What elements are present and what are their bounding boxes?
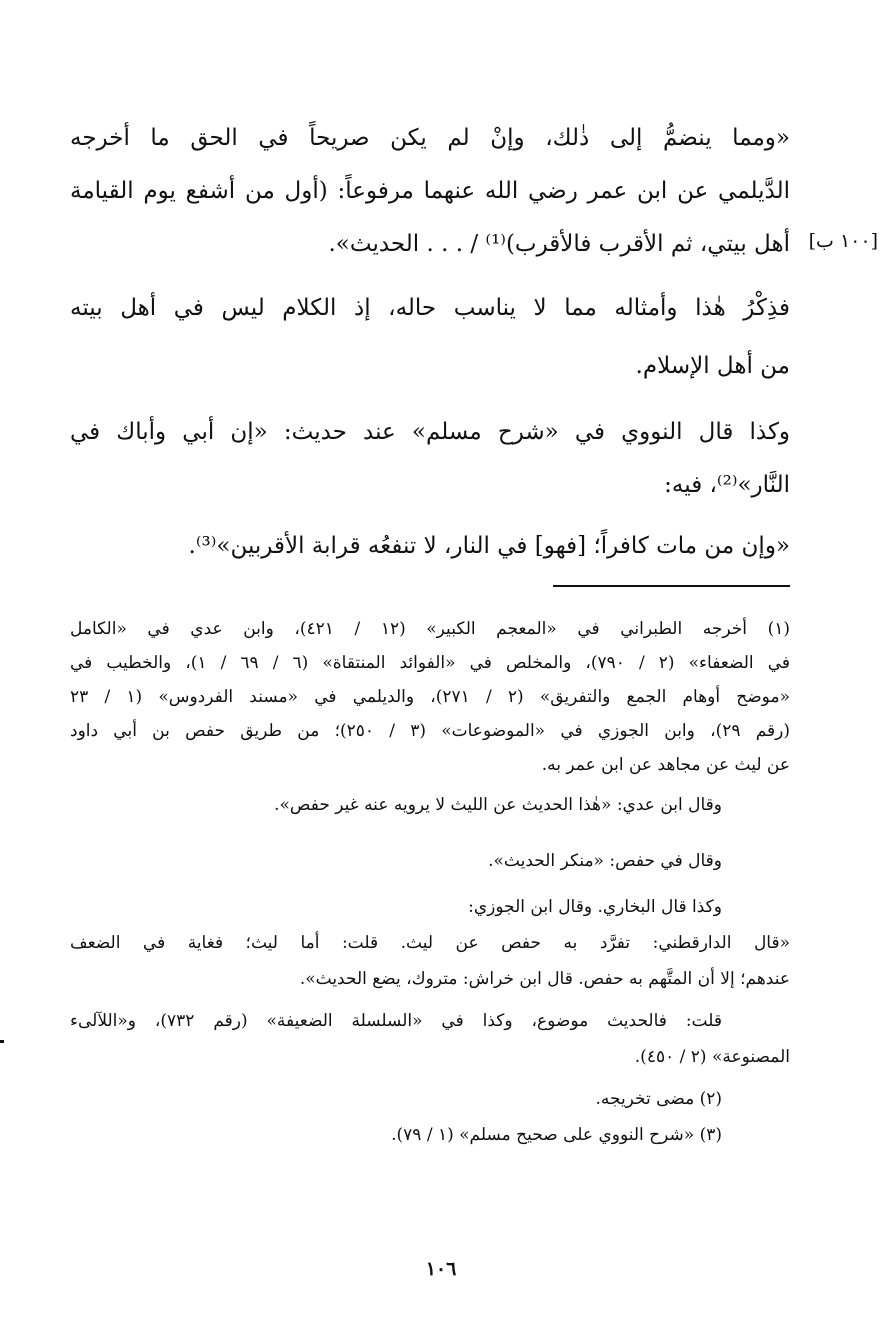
main-text-line: النَّار»⁽²⁾، فيه: [664, 472, 790, 498]
main-text-line: وكذا قال النووي في «شرح مسلم» عند حديث: «إن أبي وأباك في [70, 419, 790, 445]
main-text-line: من أهل الإسلام. [635, 353, 790, 379]
footnote-line: وقال ابن عدي: «هٰذا الحديث عن الليث لا يرويه عنه غير حفص». [274, 795, 722, 815]
main-text-line: «وإن من مات كافراً؛ [فهو] في النار، لا تنفعُه قرابة الأقربين»⁽³⁾. [188, 533, 790, 559]
footnote-line: (٢) مضى تخريجه. [595, 1089, 722, 1109]
main-text-line: الدَّيلمي عن ابن عمر رضي الله عنهما مرفوعاً: (أول من أشفع يوم القيامة [70, 178, 790, 204]
footnote-line: «موضح أوهام الجمع والتفريق» (٢ / ٢٧١)، والديلمي في «مسند الفردوس» (١ / ٢٣ [70, 687, 790, 707]
main-text-line: أهل بيتي، ثم الأقرب فالأقرب)⁽¹⁾ / . . . الحديث». [328, 231, 790, 257]
footnote-line: عندهم؛ إلا أن المتَّهم به حفص. قال ابن خراش: متروك، يضع الحديث». [299, 969, 790, 989]
main-text-line: «ومما ينضمُّ إلى ذٰلك، وإنْ لم يكن صريحاً في الحق ما أخرجه [70, 125, 790, 151]
footnote-line: وكذا قال البخاري. وقال ابن الجوزي: [468, 897, 722, 917]
footnote-line: المصنوعة» (٢ / ٤٥٠). [634, 1047, 790, 1067]
footnote-line: في الضعفاء» (٢ / ٧٩٠)، والمخلص في «الفوائد المنتقاة» (٦ / ٦٩ / ١)، والخطيب في [70, 653, 790, 673]
footnote-line: «قال الدارقطني: تفرَّد به حفص عن ليث. قلت: أما ليث؛ فغاية في الضعف [70, 933, 790, 953]
scan-edge-mark [0, 1040, 4, 1043]
footnote-line: (رقم ٢٩)، وابن الجوزي في «الموضوعات» (٣ / ٢٥٠)؛ من طريق حفص بن أبي داود [70, 721, 790, 741]
page-number: ١٠٦ [425, 1258, 457, 1280]
main-text-line: فذِكْرُ هٰذا وأمثاله مما لا يناسب حاله، إذ الكلام ليس في أهل بيته [70, 295, 790, 321]
footnote-line: (١) أخرجه الطبراني في «المعجم الكبير» (١٢ / ٤٢١)، وابن عدي في «الكامل [70, 619, 790, 639]
footnote-separator [553, 585, 790, 587]
footnote-line: وقال في حفص: «منكر الحديث». [488, 851, 722, 871]
footnote-line: عن ليث عن مجاهد عن ابن عمر به. [541, 755, 790, 775]
footnote-line: قلت: فالحديث موضوع، وكذا في «السلسلة الضعيفة» (رقم ٧٣٢)، و«اللآلىء [70, 1011, 722, 1031]
footnote-line: (٣) «شرح النووي على صحيح مسلم» (١ / ٧٩). [391, 1125, 722, 1145]
margin-folio-note: [١٠٠ ب] [808, 230, 878, 252]
